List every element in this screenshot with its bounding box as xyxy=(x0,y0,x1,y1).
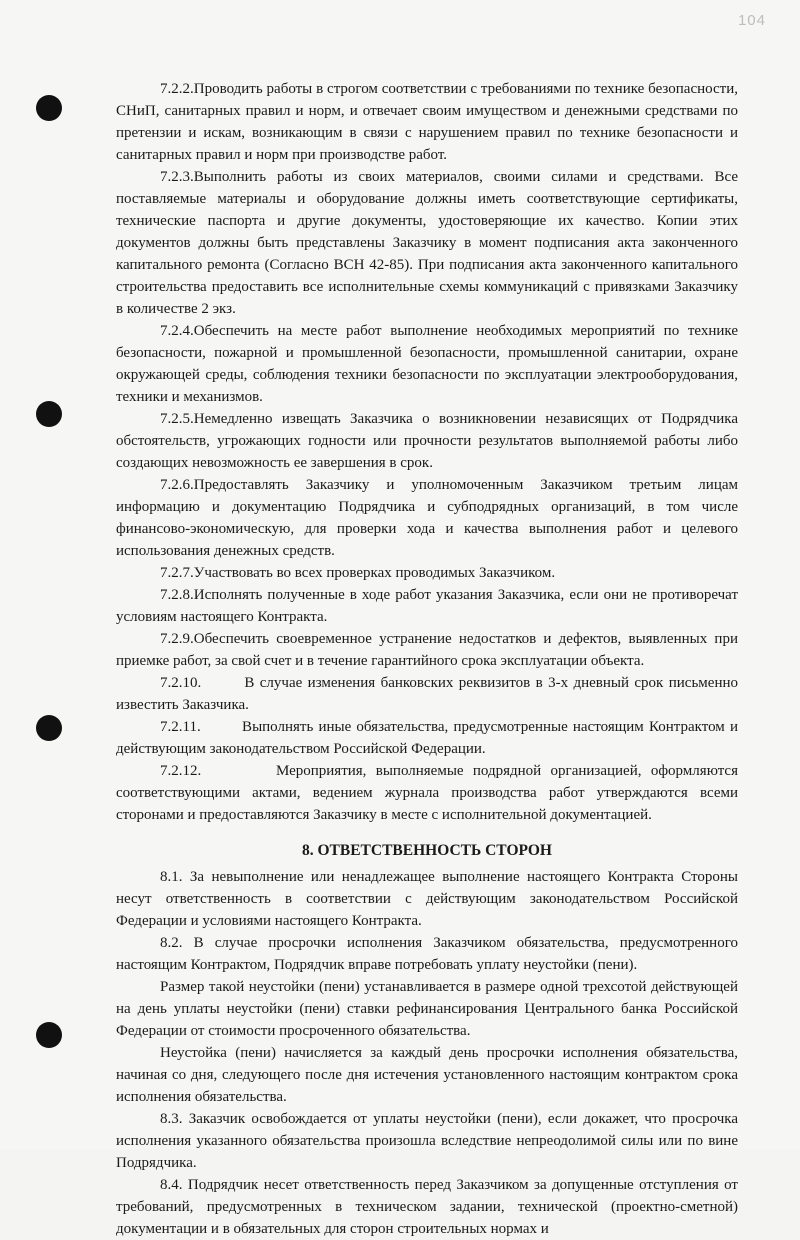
clause-7-2-2: 7.2.2.Проводить работы в строгом соответствии с требованиями по технике безопасности, СНиП, санитарных правил и норм, и отвечает своим имуществом и денежными средствами по претензии и искам, возникающим в связи с нарушением правил по технике безопасности и санитарных правил и норм при производстве работ. xyxy=(116,81,738,163)
clause-7-2-4: 7.2.4.Обеспечить на месте работ выполнение необходимых мероприятий по технике безопасности, пожарной и промышленной безопасности, промышленной санитарии, охране окружающей среды, соблюдения техники безопасности по эксплуатации электрооборудования, техники и механизмов. xyxy=(116,323,738,405)
punch-hole-4 xyxy=(36,1022,62,1048)
clause-7-2-3: 7.2.3.Выполнить работы из своих материалов, своими силами и средствами. Все поставляемые материалы и оборудование должны иметь соответствующие сертификаты, технические паспорта и другие документы, удостоверяющие их качество. Копии этих документов должны быть представлены Заказчику в момент подписания акта законченного капитального ремонта (Согласно ВСН 42-85). При подписания акта законченного капитального строительства предоставить все исполнительные схемы коммуникаций с привязками Заказчику в количестве 2 экз. xyxy=(116,169,738,317)
clause-8-2-penalty-size: Размер такой неустойки (пени) устанавливается в размере одной трехсотой действующей на день уплаты неустойки (пени) ставки рефинансирования Центрального банка Российской Федерации от стоимости просроченного обязательства. xyxy=(116,979,738,1039)
clause-7-2-11: 7.2.11. Выполнять иные обязательства, предусмотренные настоящим Контрактом и действующим законодательством Российской Федерации. xyxy=(116,719,742,757)
clause-7-2-10: 7.2.10. В случае изменения банковских реквизитов в 3-х дневный срок письменно известить Заказчика. xyxy=(116,675,742,713)
page-number: 104 xyxy=(737,12,766,29)
clause-7-2-12: 7.2.12. Мероприятия, выполняемые подрядной организацией, оформляются соответствующими актами, ведением журнала производства работ утверждаются всеми сторонами и предоставляются Заказчику в месте с исполнительной документацией. xyxy=(116,763,742,823)
clause-8-2: 8.2. В случае просрочки исполнения Заказчиком обязательства, предусмотренного настоящим Контрактом, Подрядчик вправе потребовать уплату неустойки (пени). xyxy=(116,935,738,973)
clause-7-2-6: 7.2.6.Предоставлять Заказчику и уполномоченным Заказчиком третьим лицам информацию и документацию Подрядчика и субподрядных организаций, в том числе финансово-экономическую, для проверки хода и качества выполнения работ и целевого использования денежных средств. xyxy=(116,477,738,559)
punch-hole-3 xyxy=(36,715,62,741)
clause-7-2-8: 7.2.8.Исполнять полученные в ходе работ указания Заказчика, если они не противоречат условиям настоящего Контракта. xyxy=(116,587,738,625)
clause-8-3: 8.3. Заказчик освобождается от уплаты неустойки (пени), если докажет, что просрочка исполнения указанного обязательства произошла вследствие непреодолимой силы или по вине Подрядчика. xyxy=(116,1111,738,1171)
clause-8-1: 8.1. За невыполнение или ненадлежащее выполнение настоящего Контракта Стороны несут ответственность в соответствии с действующим законодательством Российской Федерации и условиями настоящего Контракта. xyxy=(116,869,738,929)
clause-7-2-7: 7.2.7.Участвовать во всех проверках проводимых Заказчиком. xyxy=(160,565,556,581)
clause-8-4: 8.4. Подрядчик несет ответственность перед Заказчиком за допущенные отступления от требований, предусмотренных в техническом задании, технической (проектно-сметной) документации и в обязательных для сторон строительных нормах и xyxy=(116,1177,738,1237)
punch-hole-2 xyxy=(36,401,62,427)
clause-8-2-penalty-accrual: Неустойка (пени) начисляется за каждый день просрочки исполнения обязательства, начиная со дня, следующего после дня истечения установленного настоящим контрактом срока исполнения обязательства. xyxy=(116,1045,738,1105)
document-body xyxy=(116,78,742,1240)
clause-7-2-5: 7.2.5.Немедленно извещать Заказчика о возникновении независящих от Подрядчика обстоятельств, угрожающих годности или прочности результатов выполняемой работы либо создающих невозможность ее завершения в срок. xyxy=(116,411,738,471)
punch-hole-1 xyxy=(36,95,62,121)
section-8-heading: 8. ОТВЕТСТВЕННОСТЬ СТОРОН xyxy=(301,842,552,859)
clause-7-2-9: 7.2.9.Обеспечить своевременное устранение недостатков и дефектов, выявленных при приемке работ, за свой счет и в течение гарантийного срока эксплуатации объекта. xyxy=(116,631,738,669)
